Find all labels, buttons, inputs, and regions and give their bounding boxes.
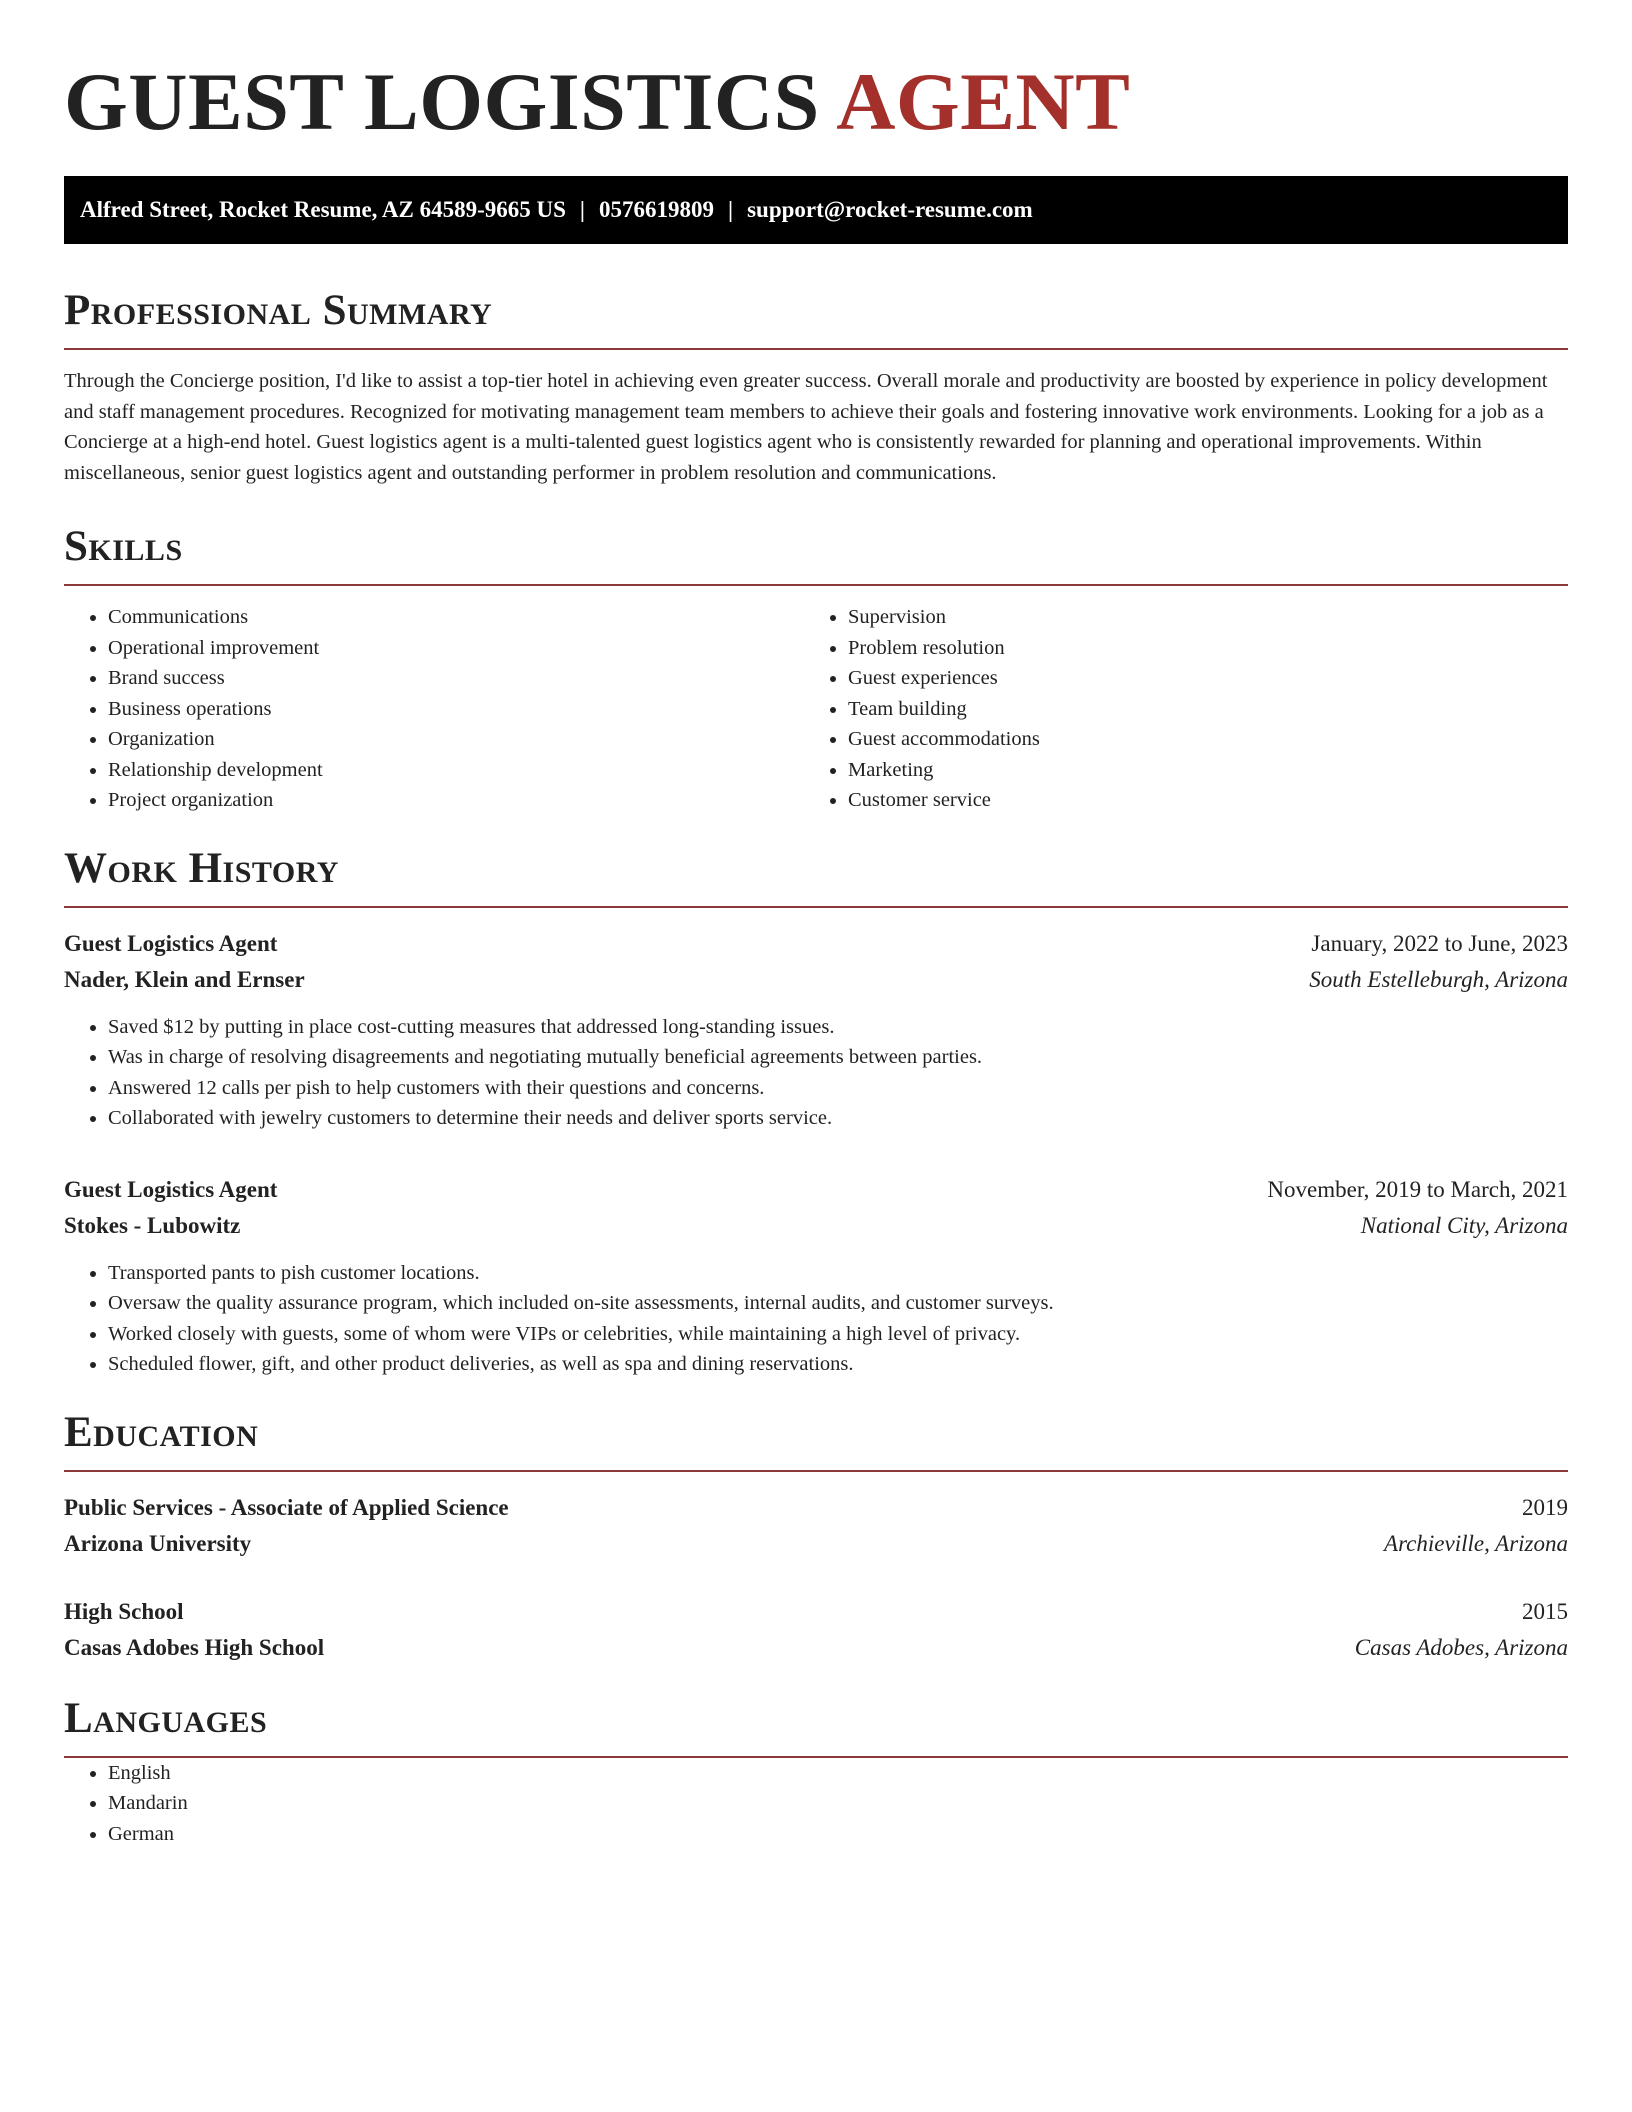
job-company: Stokes - Lubowitz: [64, 1212, 241, 1238]
skill-item: • Problem resolution: [848, 633, 1568, 664]
summary-section: [64, 288, 1568, 488]
contact-separator: |: [728, 197, 734, 222]
education-school-row: [64, 1630, 1568, 1666]
contact-bar: [64, 176, 1568, 244]
job-company: Nader, Klein and Ernser: [64, 966, 305, 992]
education-entry: [64, 1594, 1568, 1666]
work-history-section: [64, 846, 1568, 1380]
job-company-row: [64, 1208, 1568, 1244]
skill-item: • Organization: [108, 724, 804, 755]
contact-email[interactable]: support@rocket-resume.com: [747, 197, 1033, 222]
job-dates: November, 2019 to March, 2021: [1267, 1176, 1568, 1202]
education-school-row: [64, 1526, 1568, 1562]
job-role: Guest Logistics Agent: [64, 1176, 278, 1202]
skill-item: • Business operations: [108, 694, 804, 725]
section-title-education: Education: [64, 1410, 1568, 1472]
education-location: Casas Adobes, Arizona: [1354, 1634, 1568, 1660]
job-header-row: [64, 926, 1568, 962]
job-bullet: • Worked closely with guests, some of whom were VIPs or celebrities, while maintaining a high level of privacy.: [108, 1319, 1568, 1350]
skill-item: • Operational improvement: [108, 633, 804, 664]
skill-item: • Project organization: [108, 785, 804, 816]
job-bullet: • Collaborated with jewelry customers to determine their needs and deliver sports service.: [108, 1103, 1568, 1134]
skills-section: [64, 524, 1568, 816]
job-bullet: • Transported pants to pish customer locations.: [108, 1258, 1568, 1289]
skill-item: • Brand success: [108, 663, 804, 694]
skill-item: • Guest experiences: [848, 663, 1568, 694]
education-location: Archieville, Arizona: [1384, 1530, 1568, 1556]
skill-item: • Guest accommodations: [848, 724, 1568, 755]
job-bullet: • Saved $12 by putting in place cost-cutting measures that addressed long-standing issues.: [108, 1012, 1568, 1043]
education-header-row: [64, 1490, 1568, 1526]
contact-address: Alfred Street, Rocket Resume, AZ 64589-9665 US: [80, 197, 566, 222]
job-role: Guest Logistics Agent: [64, 930, 278, 956]
education-entry: [64, 1490, 1568, 1562]
job-bullets: [64, 1012, 1568, 1134]
skill-item: • Relationship development: [108, 755, 804, 786]
skill-item: • Supervision: [848, 602, 1568, 633]
job-bullets: [64, 1258, 1568, 1380]
job-entry: [64, 1172, 1568, 1380]
language-item: • Mandarin: [108, 1788, 1568, 1819]
job-dates: January, 2022 to June, 2023: [1311, 930, 1568, 956]
skill-item: • Marketing: [848, 755, 1568, 786]
job-location: National City, Arizona: [1360, 1212, 1568, 1238]
education-header-row: [64, 1594, 1568, 1630]
education-year: 2019: [1522, 1494, 1568, 1520]
language-item: • English: [108, 1758, 1568, 1789]
education-degree: High School: [64, 1598, 184, 1624]
skill-item: • Communications: [108, 602, 804, 633]
skills-list-left: [64, 602, 804, 816]
name-main: GUEST LOGISTICS: [64, 56, 820, 147]
job-company-row: [64, 962, 1568, 998]
job-bullet: • Oversaw the quality assurance program, which included on-site assessments, internal audits, and customer surveys.: [108, 1288, 1568, 1319]
job-bullet: • Scheduled flower, gift, and other product deliveries, as well as spa and dining reservations.: [108, 1349, 1568, 1380]
languages-list: [64, 1758, 1568, 1850]
education-school: Arizona University: [64, 1530, 252, 1556]
summary-text: Through the Concierge position, I'd like to assist a top-tier hotel in achieving even greater success. Overall morale and productivity are boosted by experience in policy development and staff management procedures. Recognized for motivating management team members to achieve their goals and fostering innovative work environments. Looking for a job as a Concierge at a high-end hotel. Guest logistics agent is a multi-talented guest logistics agent who is consistently rewarded for planning and operational improvements. Within miscellaneous, senior guest logistics agent and outstanding performer in problem resolution and communications.: [64, 370, 1548, 484]
candidate-name: [64, 52, 1568, 152]
languages-section: [64, 1696, 1568, 1850]
section-title-summary: Professional Summary: [64, 288, 1568, 350]
job-bullet: • Was in charge of resolving disagreements and negotiating mutually beneficial agreements between parties.: [108, 1042, 1568, 1073]
language-item: • German: [108, 1819, 1568, 1850]
section-title-languages: Languages: [64, 1696, 1568, 1758]
education-year: 2015: [1522, 1598, 1568, 1624]
job-header-row: [64, 1172, 1568, 1208]
section-title-skills: Skills: [64, 524, 1568, 586]
job-bullet: • Answered 12 calls per pish to help customers with their questions and concerns.: [108, 1073, 1568, 1104]
job-entry: [64, 926, 1568, 1134]
job-location: South Estelleburgh, Arizona: [1309, 966, 1568, 992]
contact-phone[interactable]: 0576619809: [599, 197, 714, 222]
section-title-work-history: Work History: [64, 846, 1568, 908]
education-section: [64, 1410, 1568, 1666]
skill-item: • Customer service: [848, 785, 1568, 816]
education-school: Casas Adobes High School: [64, 1634, 325, 1660]
skills-list-right: [804, 602, 1568, 816]
name-accent: AGENT: [836, 56, 1131, 147]
skill-item: • Team building: [848, 694, 1568, 725]
contact-separator: |: [579, 197, 585, 222]
skills-grid: [64, 602, 1568, 816]
education-degree: Public Services - Associate of Applied Science: [64, 1494, 509, 1520]
